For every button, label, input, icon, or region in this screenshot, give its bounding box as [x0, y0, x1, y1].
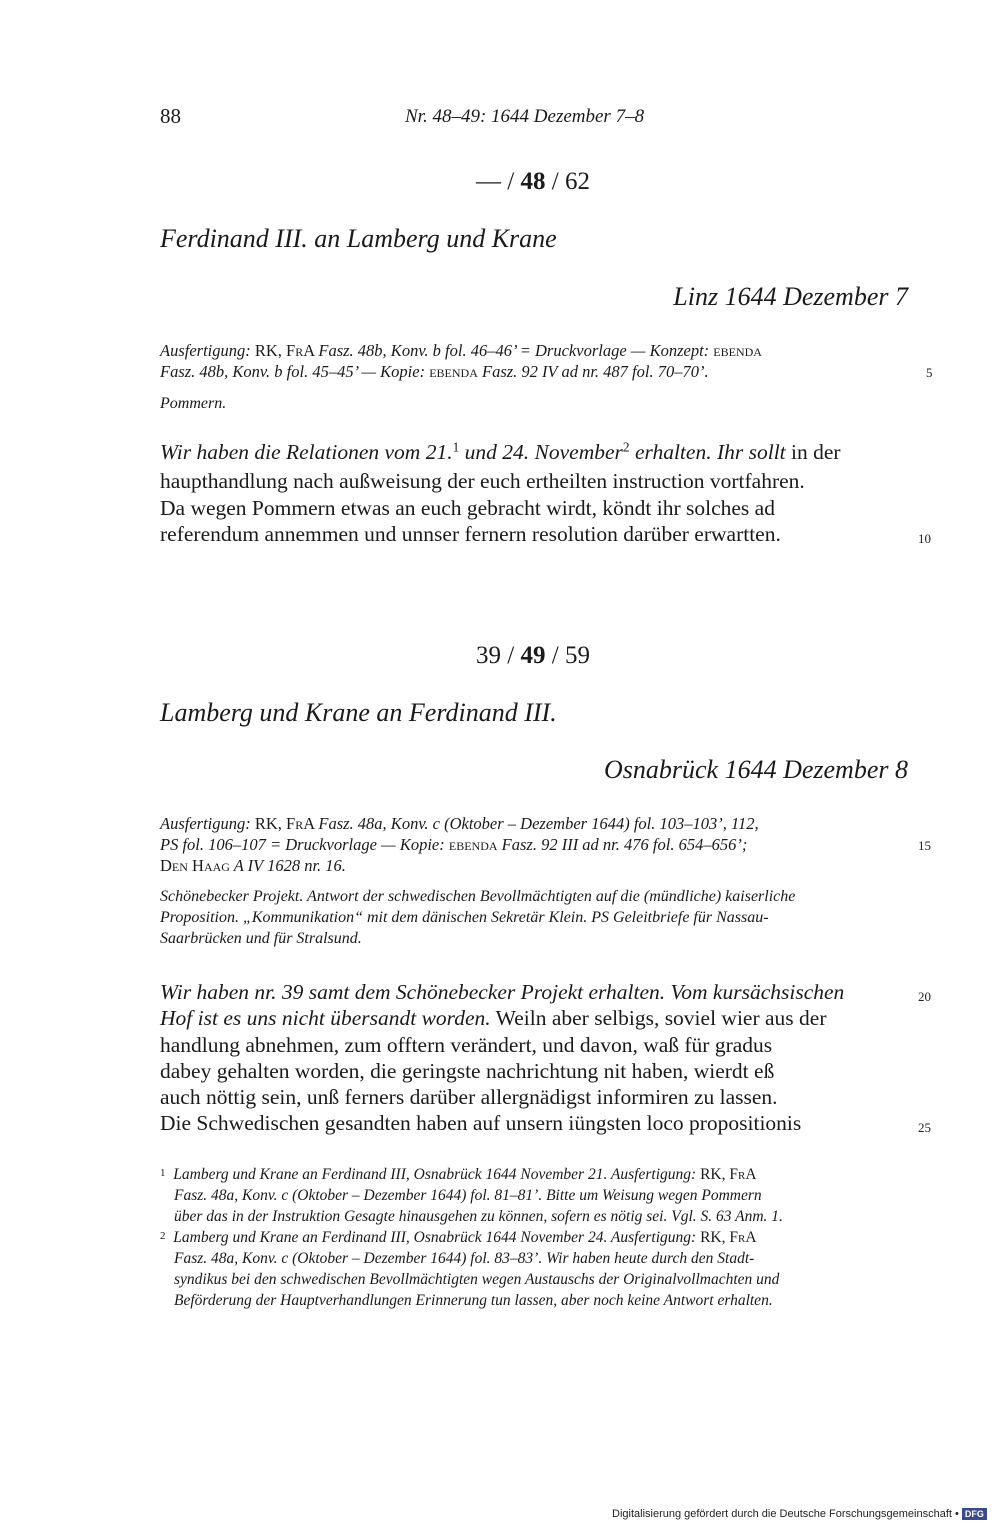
- line-number-5: 5: [926, 365, 933, 380]
- footnote-2-line-4: Beförderung der Hauptverhandlungen Erinnerung tun lassen, aber noch keine Antwort erhalten.: [174, 1292, 773, 1309]
- regest-48: Pommern.: [160, 395, 227, 412]
- place-date-49: Osnabrück 1644 Dezember 8: [603, 755, 908, 784]
- footnote-1-line-3: über das in der Instruktion Gesagte hinausgehen zu können, sofern es nötig sei. Vgl. S. 63 Anm. 1.: [174, 1208, 783, 1225]
- body-48-line-2: haupthandlung nach außweisung der euch ertheilten instruction vortfahren.: [160, 469, 805, 493]
- footnote-ref-2: 2: [622, 439, 630, 455]
- regest-49-line-2: Proposition. „Kommunikation“ mit dem dänischen Sekretär Klein. PS Geleitbriefe für Nassau-: [160, 909, 769, 926]
- page-number: 88: [160, 104, 181, 128]
- line-number-20: 20: [918, 989, 931, 1004]
- line-number-15: 15: [918, 838, 931, 853]
- body-49-line-2: Hof ist es uns nicht übersandt worden. Weiln aber selbigs, soviel wier aus der: [160, 1006, 827, 1030]
- document-number-48: — / 48 / 62: [476, 168, 590, 195]
- source-line-49-3: Den Haag A IV 1628 nr. 16.: [160, 856, 346, 875]
- dfg-logo-icon: DFG: [962, 1508, 987, 1520]
- line-number-10: 10: [918, 531, 931, 546]
- digitization-credit: Digitalisierung gefördert durch die Deutsche Forschungsgemeinschaft • DFG: [612, 1508, 987, 1520]
- regest-49-line-3: Saarbrücken und für Stralsund.: [160, 930, 362, 947]
- running-header: Nr. 48–49: 1644 Dezember 7–8: [405, 106, 645, 127]
- body-49-line-5: auch nöttig sein, unß ferners darüber allergnädigst informiren zu lassen.: [160, 1085, 778, 1109]
- body-48-line-1: Wir haben die Relationen vom 21.$^1$ und 24. November$^2$ erhalten. Ihr sollt in der: [160, 439, 841, 464]
- source-line-49-1: Ausfertigung: RK, FrA Fasz. 48a, Konv. c (Oktober – Dezember 1644) fol. 103–103’, 112,: [160, 814, 759, 833]
- document-number-49: 39 / 49 / 59: [476, 642, 590, 669]
- body-49-line-6: Die Schwedischen gesandten haben auf unsern iüngsten loco propositionis: [160, 1111, 802, 1135]
- regest-49-line-1: Schönebecker Projekt. Antwort der schwedischen Bevollmächtigten auf die (mündliche) kaiserliche: [160, 888, 796, 905]
- footnote-1-line-1: 1 Lamberg und Krane an Ferdinand III, Osnabrück 1644 November 21. Ausfertigung: RK, FrA: [160, 1166, 757, 1183]
- body-48-line-3: Da wegen Pommern etwas an euch gebracht wirdt, köndt ihr solches ad: [160, 496, 775, 520]
- footnote-ref-1: 1: [452, 439, 460, 455]
- footnote-2-line-1: 2 Lamberg und Krane an Ferdinand III, Osnabrück 1644 November 24. Ausfertigung: RK, FrA: [160, 1229, 757, 1246]
- line-number-25: 25: [918, 1120, 931, 1135]
- source-line-49-2: PS fol. 106–107 = Druckvorlage — Kopie: ebenda Fasz. 92 III ad nr. 476 fol. 654–656’;: [160, 835, 748, 854]
- document-title-48: Ferdinand III. an Lamberg und Krane: [160, 224, 557, 253]
- body-49-line-1: Wir haben nr. 39 samt dem Schönebecker Projekt erhalten. Vom kursächsischen: [160, 980, 845, 1004]
- place-date-48: Linz 1644 Dezember 7: [673, 282, 908, 311]
- body-48-line-4: referendum annemmen und unnser fernern resolution darüber erwartten.: [160, 522, 781, 546]
- source-line-48-2: Fasz. 48b, Konv. b fol. 45–45’ — Kopie: ebenda Fasz. 92 IV ad nr. 487 fol. 70–70’.: [160, 362, 709, 381]
- footnote-1-line-2: Fasz. 48a, Konv. c (Oktober – Dezember 1644) fol. 81–81’. Bitte um Weisung wegen Pommern: [174, 1187, 762, 1204]
- document-title-49: Lamberg und Krane an Ferdinand III.: [160, 698, 557, 727]
- body-49-line-4: dabey gehalten worden, die geringste nachrichtung nit haben, wierdt eß: [160, 1059, 775, 1083]
- footnote-2-line-2: Fasz. 48a, Konv. c (Oktober – Dezember 1644) fol. 83–83’. Wir haben heute durch den Stadt-: [174, 1250, 755, 1267]
- body-49-line-3: handlung abnehmen, zum offtern verändert, und davon, waß für gradus: [160, 1033, 773, 1057]
- footnote-2-line-3: syndikus bei den schwedischen Bevollmächtigten wegen Austauschs der Originalvollmachten und: [174, 1271, 780, 1288]
- source-line-48-1: Ausfertigung: RK, FrA Fasz. 48b, Konv. b fol. 46–46’ = Druckvorlage — Konzept: ebenda: [160, 341, 762, 360]
